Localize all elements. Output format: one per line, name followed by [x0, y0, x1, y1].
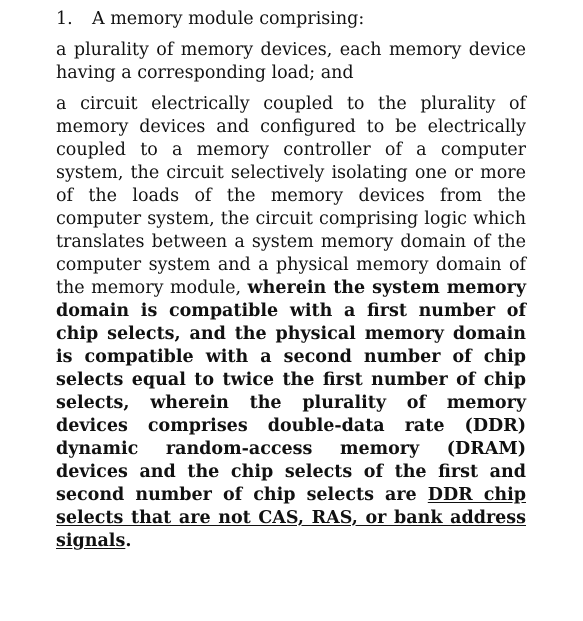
claim-preamble: A memory module comprising:	[92, 9, 365, 29]
claim-end-period: .	[125, 531, 132, 551]
claim-document	[56, 8, 526, 561]
claim-heading	[56, 8, 526, 31]
claim-element-memory-devices: a plurality of memory devices, each memory device having a corresponding load; and	[56, 40, 526, 83]
amended-text-bold: wherein the system memory domain is compatible with a first number of chip selects, and the physical memory domain is compatible with a second number of chip selects equal to twice the first number of chip selects, wherein the plurality of memory devices comprises double-data rate (DDR) dynamic random-access memory (DRAM) devices and the chip selects of the first and second number of chip selects are	[56, 278, 526, 505]
amended-text-underlined: DDR chip selects that are not CAS, RAS, or bank address signals	[56, 485, 526, 551]
claim-element-circuit	[56, 93, 526, 553]
circuit-text: a circuit electrically coupled to the plurality of memory devices and configured to be electrically coupled to a memory controller of a computer system, the circuit selectively isolating one or more of the loads of the memory devices from the computer system, the circuit comprising logic which translates between a system memory domain of the computer system and a physical memory domain of the memory module,	[56, 94, 526, 298]
claim-number: 1.	[56, 9, 73, 29]
